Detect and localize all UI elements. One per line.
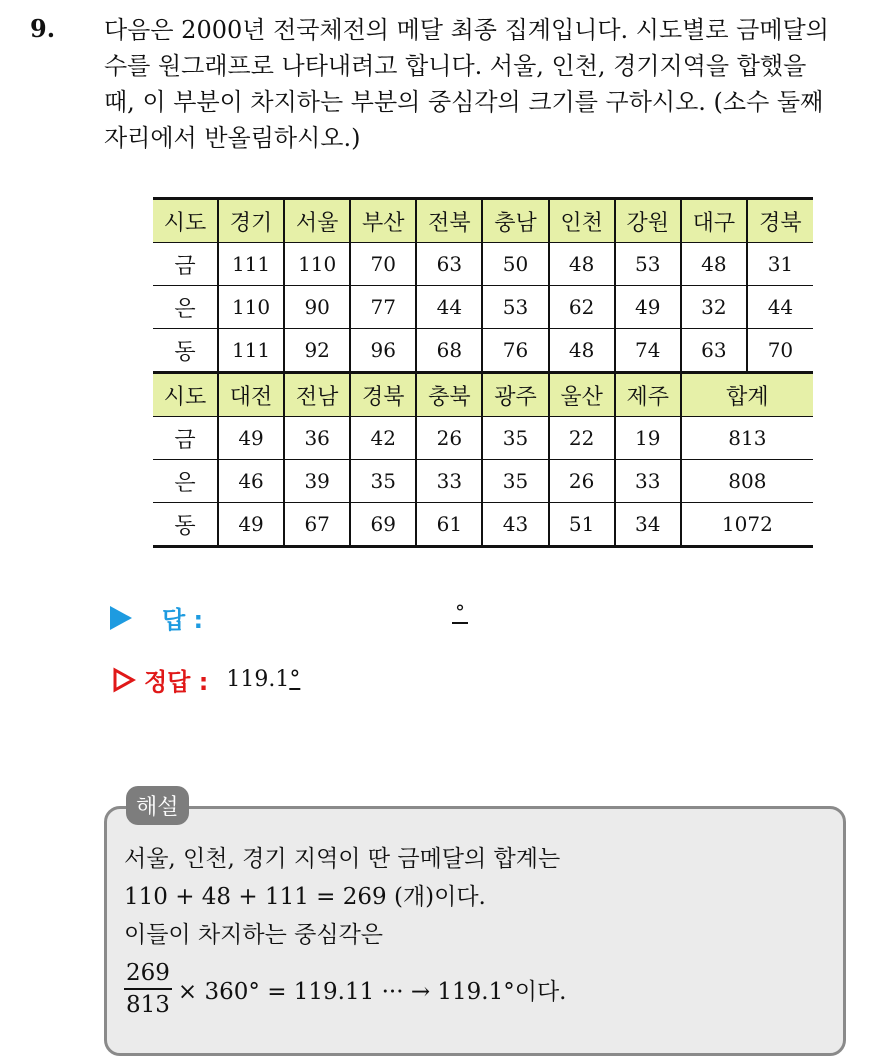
table-header-row [153,199,813,243]
table-cell: 전남 [284,373,350,417]
table-cell: 32 [681,286,747,329]
table-row [153,286,813,329]
correct-value [226,667,300,692]
table-cell: 63 [681,329,747,373]
explanation-line: 서울, 인천, 경기 지역이 딴 금메달의 합계는 [124,846,561,872]
table-cell: 부산 [350,199,416,243]
fraction-numerator: 269 [124,960,172,990]
question-number: 9. [30,14,56,43]
table-cell: 70 [747,329,813,373]
table-cell: 48 [549,243,615,286]
table-cell: 19 [615,417,681,460]
table-cell: 77 [350,286,416,329]
table-cell: 대전 [218,373,284,417]
table-cell: 96 [350,329,416,373]
table-cell: 110 [218,286,284,329]
table-cell: 광주 [482,373,548,417]
row-label-cell: 은 [153,460,218,503]
fraction-denominator: 813 [126,992,170,1018]
table-cell: 35 [350,460,416,503]
table-cell: 49 [218,417,284,460]
table-row [153,417,813,460]
row-label-cell: 금 [153,417,218,460]
row-label-cell: 시도 [153,373,218,417]
table-cell: 경북 [350,373,416,417]
correct-number: 119.1 [226,667,290,692]
table-cell: 33 [416,460,482,503]
table-cell: 111 [218,243,284,286]
table-cell: 34 [615,503,681,547]
question-line: 수를 원그래프로 나타내려고 합니다. 서울, 인천, 경기지역을 합했을 [104,52,807,80]
table-cell: 813 [681,417,813,460]
question-text [104,12,874,156]
table-cell: 44 [416,286,482,329]
row-label-cell: 동 [153,329,218,373]
table-row [153,243,813,286]
table-cell: 35 [482,417,548,460]
table-row [153,329,813,373]
correct-label: 정답 : [144,668,209,696]
table-cell: 76 [482,329,548,373]
table-cell: 67 [284,503,350,547]
table-cell: 서울 [284,199,350,243]
fraction [124,960,172,1018]
table-cell: 제주 [615,373,681,417]
table-cell: 68 [416,329,482,373]
correct-row [112,662,300,697]
table-cell: 36 [284,417,350,460]
answer-row [110,600,203,635]
explanation-text [124,840,560,954]
table-cell: 74 [615,329,681,373]
table-cell: 111 [218,329,284,373]
table-cell: 53 [482,286,548,329]
table-cell: 808 [681,460,813,503]
table-cell: 충남 [482,199,548,243]
table-cell: 53 [615,243,681,286]
table-cell: 49 [615,286,681,329]
table-cell: 경기 [218,199,284,243]
explanation-tag: 해설 [126,786,189,825]
table-cell: 강원 [615,199,681,243]
table-cell: 26 [416,417,482,460]
answer-input[interactable]: ° [452,602,468,624]
question-line: 자리에서 반올림하시오.) [104,124,361,152]
table-cell: 48 [681,243,747,286]
explanation-line: 이들이 차지하는 중심각은 [124,922,384,948]
question-line: 때, 이 부분이 차지하는 부분의 중심각의 크기를 구하시오. (소수 둘째 [104,88,824,116]
table-cell: 22 [549,417,615,460]
table-cell: 35 [482,460,548,503]
explanation-formula [124,960,567,1018]
table-cell: 69 [350,503,416,547]
row-label-cell: 은 [153,286,218,329]
table-cell: 110 [284,243,350,286]
table-cell: 울산 [549,373,615,417]
answer-label: 답 : [162,606,204,634]
table-cell: 70 [350,243,416,286]
table-cell: 31 [747,243,813,286]
table-cell: 92 [284,329,350,373]
table-cell: 61 [416,503,482,547]
explanation-line: 110 + 48 + 111 = 269 (개)이다. [124,884,486,910]
table-cell: 50 [482,243,548,286]
table-cell: 46 [218,460,284,503]
table-cell: 33 [615,460,681,503]
table-cell: 경북 [747,199,813,243]
row-label-cell: 금 [153,243,218,286]
table-cell: 인천 [549,199,615,243]
table-cell: 전북 [416,199,482,243]
table-cell: 44 [747,286,813,329]
question-line: 다음은 2000년 전국체전의 메달 최종 집계입니다. 시도별로 금메달의 [104,16,829,44]
table-cell: 43 [482,503,548,547]
table-cell: 62 [549,286,615,329]
row-label-cell: 시도 [153,199,218,243]
table-cell: 26 [549,460,615,503]
table-cell: 51 [549,503,615,547]
table-cell: 대구 [681,199,747,243]
table-row [153,503,813,547]
outline-triangle-icon [112,667,136,693]
row-label-cell: 동 [153,503,218,547]
table-cell: 39 [284,460,350,503]
table-cell: 1072 [681,503,813,547]
medal-table [153,197,813,548]
table-cell: 63 [416,243,482,286]
formula-rest: × 360° = 119.11 ··· → 119.1°이다. [177,978,567,1005]
table-cell: 42 [350,417,416,460]
table-cell: 90 [284,286,350,329]
table-cell: 충북 [416,373,482,417]
degree-unit: ° [289,667,301,692]
table-cell: 48 [549,329,615,373]
table-cell: 합계 [681,373,813,417]
table-header-row [153,373,813,417]
table-row [153,460,813,503]
table-cell: 49 [218,503,284,547]
play-triangle-icon [110,606,132,630]
